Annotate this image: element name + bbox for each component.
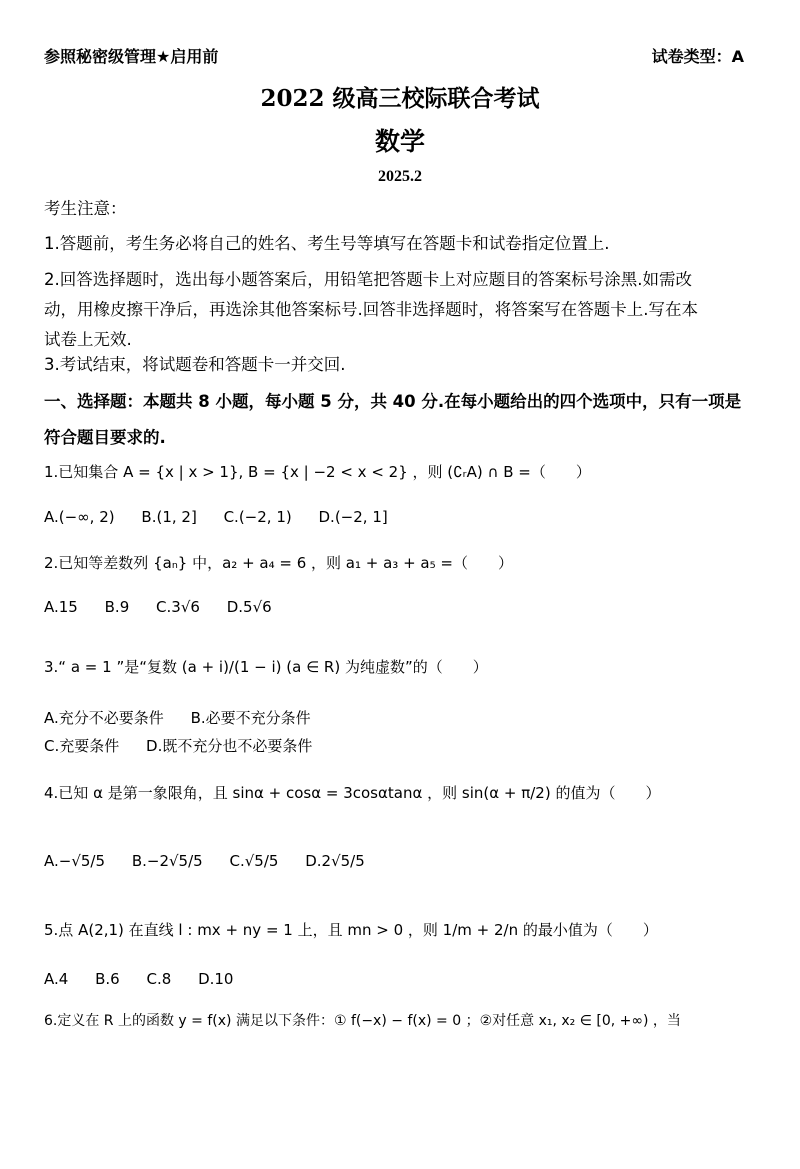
q5-option-d: D.10: [198, 970, 234, 988]
notice-item-2-line-1: 2.回答选择题时，选出每小题答案后，用铅笔把答题卡上对应题目的答案标号涂黑.如需改: [44, 270, 692, 289]
q1-option-a: A.(−∞, 2): [44, 508, 115, 526]
q2-option-a: A.15: [44, 598, 78, 616]
notice-item-1: 1.答题前，考生务必将自己的姓名、考生号等填写在答题卡和试卷指定位置上.: [44, 234, 610, 253]
q4-option-c: C.√5/5: [229, 852, 279, 870]
exam-date: 2025.2: [378, 168, 422, 185]
question-4: 4.已知 α 是第一象限角，且 sinα + cosα = 3cosαtanα ，则 sin(α + π/2) 的值为（ ）: [44, 784, 661, 802]
q3-option-a: A.充分不必要条件: [44, 709, 164, 727]
question-1-options: [44, 508, 410, 526]
section-1-instructions-line-1: 一、选择题：本题共 8 小题，每小题 5 分，共 40 分.在每小题给出的四个选项中，只有一项是: [44, 392, 742, 411]
q3-option-d: D.既不充分也不必要条件: [146, 737, 313, 755]
question-3-options-row-1: [44, 707, 333, 728]
q5-option-a: A.4: [44, 970, 69, 988]
exam-title: 2022 级高三校际联合考试: [260, 85, 540, 112]
q1-option-c: C.(−2, 1): [223, 508, 292, 526]
q5-option-b: B.6: [95, 970, 120, 988]
question-1: 1.已知集合 A = {x | x > 1}, B = {x | −2 < x < 2} ，则 (∁ᵣA) ∩ B =（ ）: [44, 463, 591, 481]
q3-option-c: C.充要条件: [44, 737, 120, 755]
section-1-instructions-line-2: 符合题目要求的.: [44, 428, 166, 447]
question-5-options: [44, 970, 255, 988]
q4-option-a: A.−√5/5: [44, 852, 106, 870]
q2-option-d: D.5√6: [226, 598, 272, 616]
notice-item-2-line-2: 动，用橡皮擦干净后，再选涂其他答案标号.回答非选择题时，将答案写在答题卡上.写在本: [44, 300, 698, 319]
question-3: 3.“ a = 1 ”是“复数 (a + i)/(1 − i) (a ∈ R) 为纯虚数”的（ ）: [44, 658, 488, 676]
q1-option-b: B.(1, 2]: [141, 508, 197, 526]
question-2-options: [44, 598, 294, 616]
q2-option-c: C.3√6: [156, 598, 200, 616]
notice-heading: 考生注意：: [44, 199, 127, 218]
subject-title: 数学: [374, 127, 425, 156]
q2-option-b: B.9: [104, 598, 130, 616]
notice-item-2-line-3: 试卷上无效.: [44, 330, 132, 349]
q4-option-d: D.2√5/5: [305, 852, 365, 870]
question-5: 5.点 A(2,1) 在直线 l : mx + ny = 1 上，且 mn > 0 ，则 1/m + 2/n 的最小值为（ ）: [44, 921, 658, 939]
question-4-options: [44, 852, 387, 870]
q1-option-d: D.(−2, 1]: [318, 508, 388, 526]
q5-option-c: C.8: [146, 970, 172, 988]
confidentiality-label: 参照秘密级管理★启用前: [44, 47, 219, 66]
paper-type-label: 试卷类型：A: [651, 47, 744, 66]
question-6: 6.定义在 R 上的函数 y = f(x) 满足以下条件：① f(−x) − f(x) = 0 ；②对任意 x₁, x₂ ∈ [0, +∞) ，当: [44, 1013, 681, 1029]
question-3-options-row-2: [44, 735, 334, 756]
q3-option-b: B.必要不充分条件: [190, 709, 311, 727]
question-2: 2.已知等差数列 {aₙ} 中，a₂ + a₄ = 6 ，则 a₁ + a₃ + a₅ =（ ）: [44, 554, 513, 572]
notice-item-3: 3.考试结束，将试题卷和答题卡一并交回.: [44, 355, 346, 374]
q4-option-b: B.−2√5/5: [131, 852, 203, 870]
